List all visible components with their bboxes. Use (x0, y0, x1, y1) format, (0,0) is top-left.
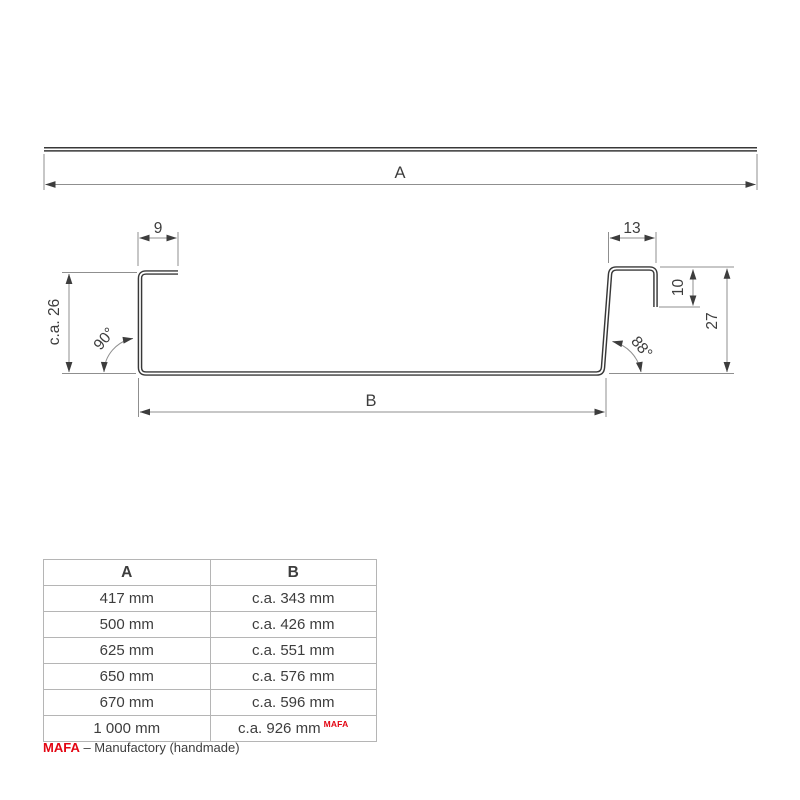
table-row (44, 664, 377, 690)
dim-13-label: 13 (623, 220, 641, 237)
footnote-text: – Manufactory (handmade) (83, 740, 240, 755)
table-cell: 670 mm (44, 690, 211, 716)
table-cell: 625 mm (44, 638, 211, 664)
table-row (44, 586, 377, 612)
table-cell: c.a. 343 mm (210, 586, 377, 612)
angle-90-assembly (91, 325, 133, 372)
profile-outline (140, 269, 656, 374)
dim-9-assembly (138, 220, 178, 266)
table-header-b: B (210, 560, 377, 586)
dim-ca26-assembly (46, 273, 137, 374)
angle-90-label: 90° (90, 324, 119, 354)
table-cell: c.a. 426 mm (210, 612, 377, 638)
dim-27-label: 27 (704, 312, 721, 330)
dim-a-assembly (44, 154, 757, 190)
footnote-term: MAFA (43, 740, 80, 755)
angle-88-assembly (613, 333, 656, 372)
table-header-row (44, 560, 377, 586)
dim-9-label: 9 (153, 220, 163, 237)
table-header-a: A (44, 560, 211, 586)
table-cell: c.a. 551 mm (210, 638, 377, 664)
dim-13-assembly (609, 220, 657, 263)
table-cell: 500 mm (44, 612, 211, 638)
mafa-superscript-mark: MAFA (323, 719, 349, 729)
angle-88-label: 88° (627, 333, 656, 363)
size-table (43, 559, 377, 742)
table-cell-value: c.a. 926 mm (238, 720, 321, 737)
table-row (44, 690, 377, 716)
profile-cross-section (140, 269, 656, 374)
dim-b-assembly (139, 378, 607, 417)
mafa-footnote (43, 740, 240, 755)
table-row (44, 716, 377, 742)
table-cell: 1 000 mm (44, 716, 211, 742)
table-cell (210, 716, 377, 742)
table-cell: 417 mm (44, 586, 211, 612)
table-cell: 650 mm (44, 664, 211, 690)
dim-10-label: 10 (670, 278, 687, 297)
dim-b-label: B (365, 392, 377, 410)
dim-a-label: A (394, 164, 406, 182)
table-row (44, 612, 377, 638)
dim-ca26-label: c.a. 26 (46, 298, 63, 346)
table-row (44, 638, 377, 664)
table-cell: c.a. 576 mm (210, 664, 377, 690)
table-cell: c.a. 596 mm (210, 690, 377, 716)
dim-10-assembly (659, 270, 700, 308)
profile-core (140, 269, 656, 374)
